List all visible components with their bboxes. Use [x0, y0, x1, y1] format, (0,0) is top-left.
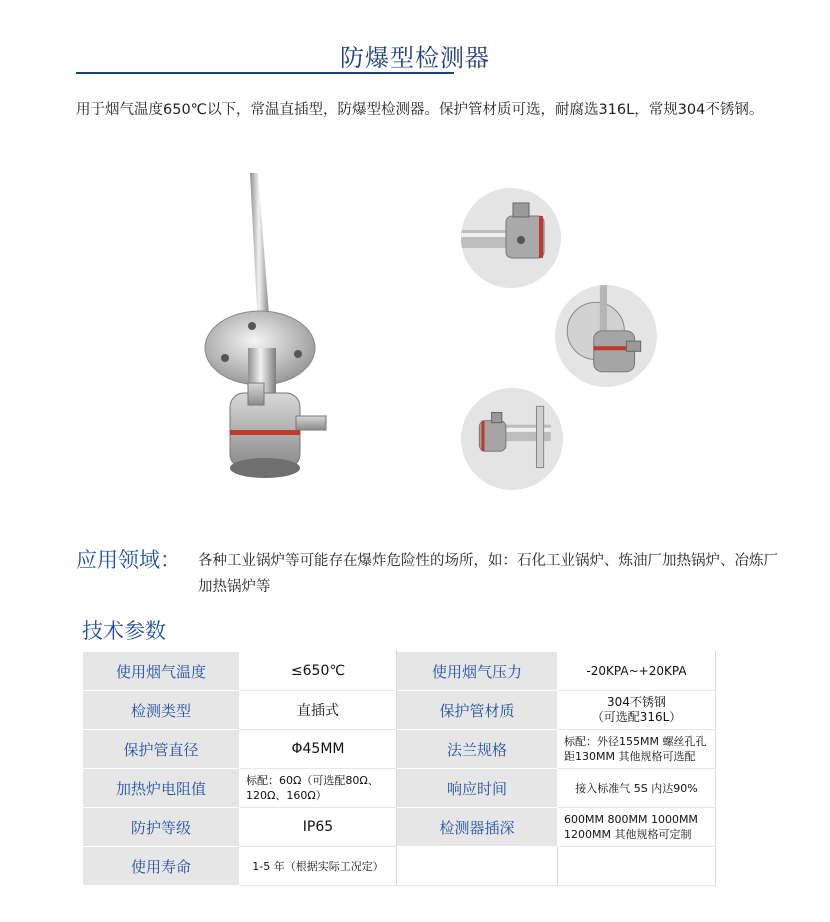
spec-value: 接入标准气 5S 内达90% — [558, 769, 716, 808]
spec-label: 检测类型 — [83, 691, 240, 730]
table-row — [83, 847, 716, 886]
spec-empty-cell — [558, 847, 716, 886]
spec-value: 600MM 800MM 1000MM 1200MM 其他规格可定制 — [558, 808, 716, 847]
detail-image-flange — [555, 285, 657, 387]
spec-label: 响应时间 — [397, 769, 558, 808]
spec-label: 加热炉电阻值 — [83, 769, 240, 808]
spec-label: 使用烟气压力 — [397, 652, 558, 691]
table-row — [83, 730, 716, 769]
spec-value: -20KPA~+20KPA — [558, 652, 716, 691]
application-label: 应用领域： — [76, 548, 181, 572]
spec-value: Φ45MM — [240, 730, 397, 769]
spec-value: 标配：外径155MM 螺丝孔孔距130MM 其他规格可选配 — [558, 730, 716, 769]
spec-value: 直插式 — [240, 691, 397, 730]
spec-value: 304不锈钢 （可选配316L） — [558, 691, 716, 730]
spec-label: 使用烟气温度 — [83, 652, 240, 691]
specs-title: 技术参数 — [82, 619, 166, 643]
table-row — [83, 769, 716, 808]
spec-label: 防护等级 — [83, 808, 240, 847]
detail-image-side-view — [461, 388, 563, 490]
spec-empty-cell — [397, 847, 558, 886]
table-row — [83, 652, 716, 691]
spec-table — [82, 651, 716, 886]
intro-paragraph: 用于烟气温度650℃以下，常温直插型，防爆型检测器。保护管材质可选，耐腐选316L，常规304不锈钢。 — [76, 102, 764, 118]
spec-value: ≤650℃ — [240, 652, 397, 691]
table-row — [83, 691, 716, 730]
spec-value: 1-5 年（根据实际工况定） — [240, 847, 397, 886]
spec-label: 检测器插深 — [397, 808, 558, 847]
spec-label: 使用寿命 — [83, 847, 240, 886]
page-title: 防爆型检测器 — [340, 44, 490, 72]
application-text: 各种工业锅炉等可能存在爆炸危险性的场所，如：石化工业锅炉、炼油厂加热锅炉、冶炼厂加热锅炉等 — [198, 553, 778, 595]
product-image — [200, 168, 350, 498]
title-underline — [76, 72, 454, 74]
spec-label: 保护管材质 — [397, 691, 558, 730]
spec-label: 法兰规格 — [397, 730, 558, 769]
table-row — [83, 808, 716, 847]
spec-value: IP65 — [240, 808, 397, 847]
spec-label: 保护管直径 — [83, 730, 240, 769]
detail-image-junction-box — [461, 188, 561, 288]
spec-value: 标配：60Ω（可选配80Ω、120Ω、160Ω） — [240, 769, 397, 808]
